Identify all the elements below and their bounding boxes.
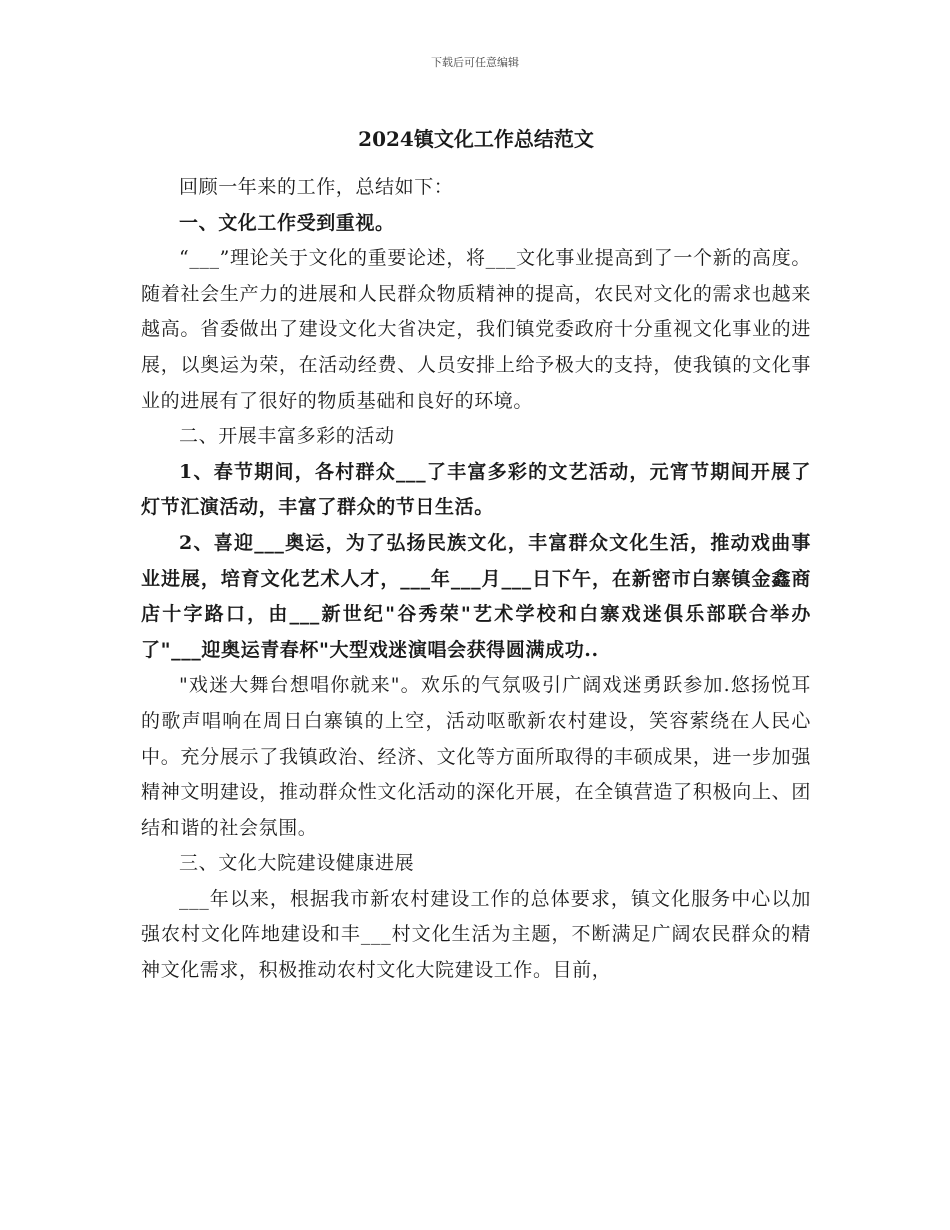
- paragraph-2-item-1: 1、春节期间，各村群众___了丰富多彩的文艺活动，元宵节期间开展了灯节汇演活动，丰富了群众的节日生活。: [141, 460, 811, 519]
- paragraph-3: "戏迷大舞台想唱你就来"。欢乐的气氛吸引广阔戏迷勇跃参加.悠扬悦耳的歌声唱响在周日白寨镇的上空，活动呕歌新农村建设，笑容萦绕在人民心中。充分展示了我镇政治、经济、文化等方面所取得的丰硕成果，进一步加强精神文明建设，推动群众性文化活动的深化开展，在全镇营造了积极向上、团结和谐的社会氛围。: [141, 674, 811, 839]
- section-heading-3: 三、文化大院建设健康进展: [179, 852, 415, 875]
- paragraph-1: “___”理论关于文化的重要论述，将___文化事业提高到了一个新的高度。随着社会生产力的进展和人民群众物质精神的提高，农民对文化的需求也越来越高。省委做出了建设文化大省决定，我们镇党委政府十分重视文化事业的进展，以奥运为荣，在活动经费、人员安排上给予极大的支持，使我镇的文化事业的进展有了很好的物质基础和良好的环境。: [141, 247, 811, 412]
- page-header: 下载后可任意编辑: [431, 56, 519, 69]
- section-heading-1: 一、文化工作受到重视。: [179, 211, 395, 234]
- paragraph-2-item-2: 2、喜迎___奥运，为了弘扬民族文化，丰富群众文化生活，推动戏曲事业进展，培育文化艺术人才，___年___月___日下午，在新密市白寨镇金鑫商店十字路口，由___新世纪"谷秀荣"艺术学校和白寨戏迷俱乐部联合举办了"___迎奥运青春杯"大型戏迷演唱会获得圆满成功..: [141, 531, 811, 661]
- document-title: 2024镇文化工作总结范文: [358, 127, 594, 151]
- paragraph-intro: 回顾一年来的工作，总结如下：: [179, 176, 454, 198]
- paragraph-4: ___年以来，根据我市新农村建设工作的总体要求，镇文化服务中心以加强农村文化阵地建设和丰___村文化生活为主题，不断满足广阔农民群众的精神文化需求，积极推动农村文化大院建设工作。目前，: [141, 887, 811, 982]
- document-body: [141, 118, 811, 989]
- section-heading-2: 二、开展丰富多彩的活动: [179, 425, 395, 448]
